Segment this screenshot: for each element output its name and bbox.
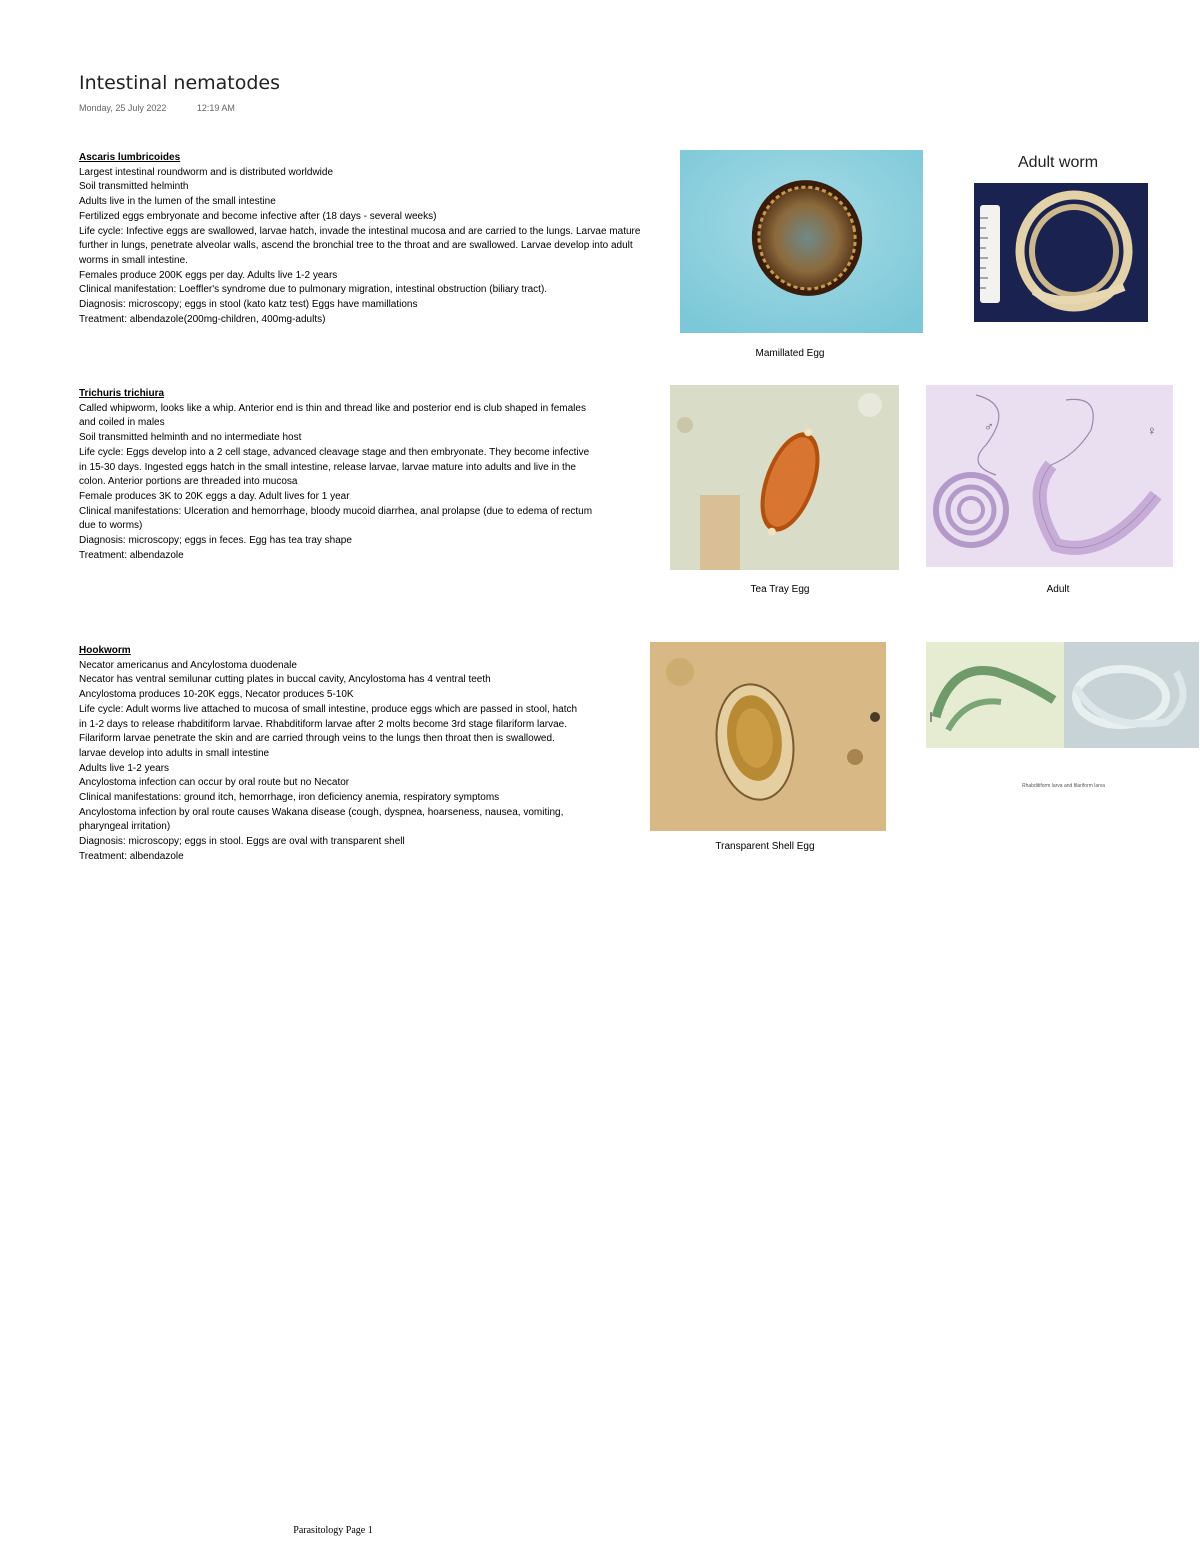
tea-tray-egg-image <box>670 385 899 570</box>
ascaris-heading: Ascaris lumbricoides <box>79 152 181 163</box>
trichuris-line: Treatment: albendazole <box>79 549 184 561</box>
page-footer <box>0 1525 1200 1536</box>
trichuris-adult-image <box>926 385 1173 567</box>
page-date: Monday, 25 July 2022 <box>79 103 167 113</box>
ascaris-line: Soil transmitted helminth <box>79 181 189 193</box>
trichuris-heading: Trichuris trichiura <box>79 388 165 399</box>
trichuris-line: Life cycle: Eggs develop into a 2 cell stage, advanced cleavage stage and then embryonate. They become infective in 15-30 days. Ingested eggs hatch in the small intestine, release larvae, larvae mature into adults and live in the colon. Anterior portions are threaded into mucosa <box>79 446 590 488</box>
hookworm-heading: Hookworm <box>79 645 131 656</box>
ascaris-line: Life cycle: Infective eggs are swallowed, larvae hatch, invade the intestinal mucosa and are carried to the lungs. Larvae mature further in lungs, penetrate alveolar walls, ascend the bronchial tree to the throat and are swallowed. Larvae develop into adult worms in small intestine. <box>79 225 641 266</box>
hookworm-section <box>79 644 579 865</box>
hookworm-line: Ancylostoma infection by oral route causes Wakana disease (cough, dyspnea, hoarseness, nausea, vomiting, pharyngeal irritation) <box>79 806 564 833</box>
page-title: Intestinal nematodes <box>79 72 281 94</box>
mamillated-egg-image <box>680 150 923 333</box>
trichuris-line: Diagnosis: microscopy; eggs in feces. Egg has tea tray shape <box>79 535 352 547</box>
hookworm-line: Ancylostoma infection can occur by oral route but no Necator <box>79 777 350 789</box>
hookworm-line: Ancylostoma produces 10-20K eggs, Necator produces 5-10K <box>79 689 354 701</box>
ascaris-adult-worm-image <box>974 183 1148 322</box>
tea-tray-egg-caption: Tea Tray Egg <box>750 584 810 595</box>
transparent-shell-egg-caption: Transparent Shell Egg <box>715 841 815 852</box>
ascaris-line: Largest intestinal roundworm and is distributed worldwide <box>79 166 334 178</box>
adult-worm-heading: Adult worm <box>1018 154 1099 171</box>
ascaris-line: Females produce 200K eggs per day. Adults live 1-2 years <box>79 269 338 281</box>
page-timestamp <box>79 103 235 113</box>
footer-label: Parasitology Page 1 <box>293 1525 373 1536</box>
trichuris-section <box>79 387 599 563</box>
hookworm-larvae-image <box>926 642 1199 748</box>
ascaris-line: Fertilized eggs embryonate and become infective after (18 days - several weeks) <box>79 210 437 222</box>
hookworm-line: Life cycle: Adult worms live attached to mucosa of small intestine, produce eggs which are passed in stool, hatch in 1-2 days to release rhabditiform larvae. Rhabditiform larvae after 2 molts become 3rd stage filariform larvae. Filariform larvae penetrate the skin and are carried through veins to the lungs then throat then is swallowed. larvae develop into adults in small intestine <box>79 703 578 759</box>
trichuris-line: Female produces 3K to 20K eggs a day. Adult lives for 1 year <box>79 490 350 502</box>
hookworm-line: Clinical manifestations: ground itch, hemorrhage, iron deficiency anemia, respiratory symptoms <box>79 792 500 804</box>
ascaris-line: Adults live in the lumen of the small intestine <box>79 196 276 208</box>
hookworm-line: Treatment: albendazole <box>79 850 184 862</box>
trichuris-line: Clinical manifestations: Ulceration and hemorrhage, bloody mucoid diarrhea, anal prolapse (due to edema of rectum due to worms) <box>79 505 593 532</box>
trichuris-adult-caption: Adult <box>1046 584 1070 595</box>
hookworm-line: Adults live 1-2 years <box>79 762 170 774</box>
trichuris-line: Soil transmitted helminth and no intermediate host <box>79 432 302 444</box>
ascaris-line: Clinical manifestation: Loeffler's syndrome due to pulmonary migration, intestinal obstruction (biliary tract). <box>79 284 548 296</box>
male-symbol: ♂ <box>984 419 994 434</box>
ascaris-line: Diagnosis: microscopy; eggs in stool (kato katz test) Eggs have mamillations <box>79 299 418 311</box>
female-symbol: ♀ <box>1147 423 1157 438</box>
page-time: 12:19 AM <box>196 103 235 113</box>
hookworm-line: Necator americanus and Ancylostoma duodenale <box>79 659 297 671</box>
transparent-shell-egg-image <box>650 642 886 831</box>
trichuris-line: Called whipworm, looks like a whip. Anterior end is thin and thread like and posterior end is club shaped in females and coiled in males <box>79 402 586 429</box>
hookworm-line: Diagnosis: microscopy; eggs in stool. Eggs are oval with transparent shell <box>79 836 405 848</box>
ascaris-section <box>79 151 664 327</box>
mamillated-egg-caption: Mamillated Egg <box>755 348 825 359</box>
larvae-caption: Rhabditiform larva and filariform larva <box>1022 783 1106 789</box>
ascaris-line: Treatment: albendazole(200mg-children, 400mg-adults) <box>79 313 326 325</box>
hookworm-line: Necator has ventral semilunar cutting plates in buccal cavity, Ancylostoma has 4 ventral teeth <box>79 674 491 686</box>
